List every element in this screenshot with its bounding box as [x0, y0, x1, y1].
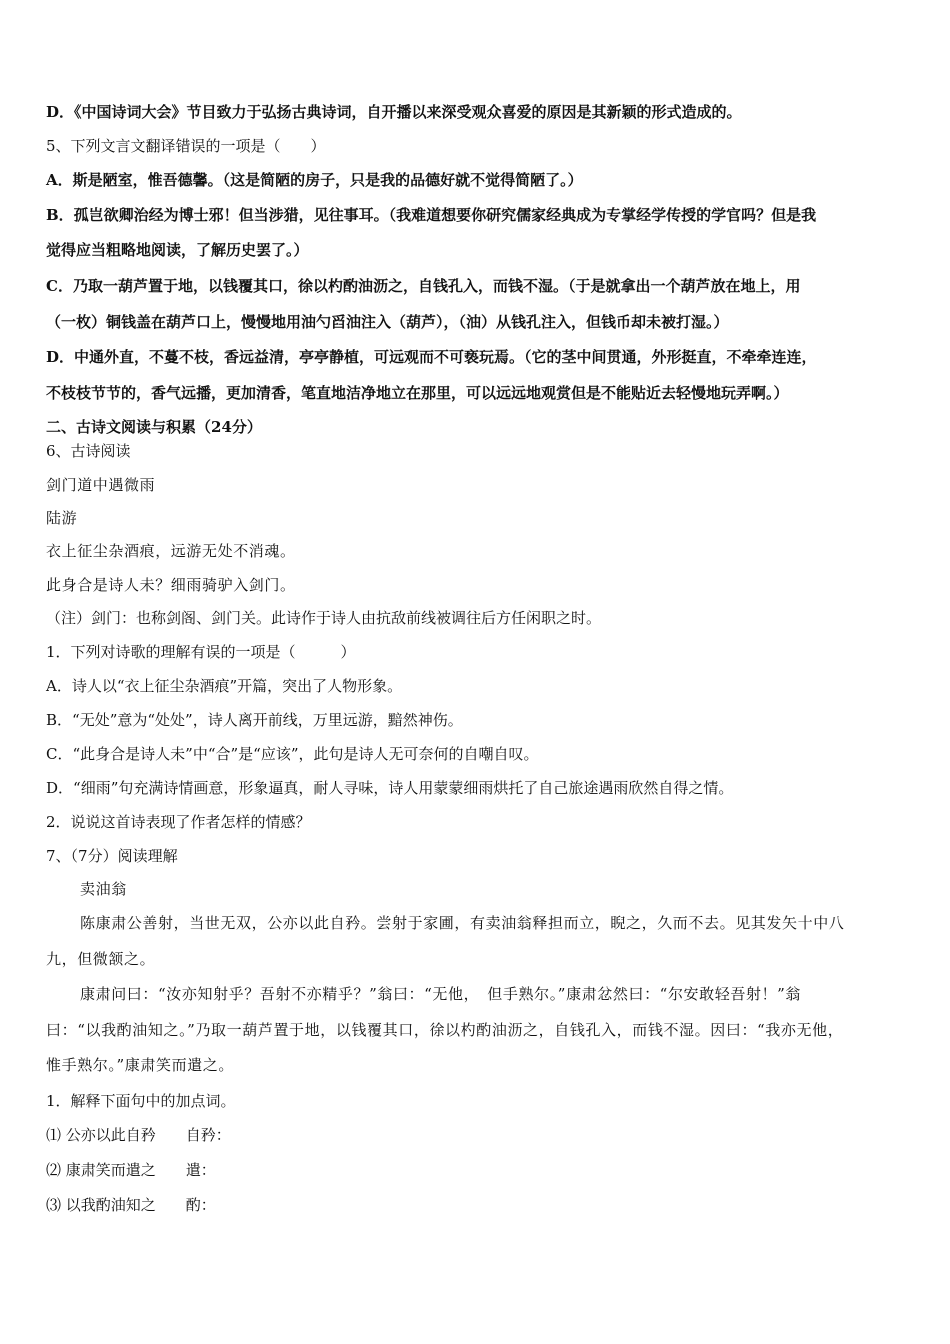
q6-sub-2: 2．说说这首诗表现了作者怎样的情感？: [46, 813, 311, 831]
q7-sub-1: 1．解释下面句中的加点词。: [46, 1092, 236, 1110]
poem-line-1: 衣上征尘杂酒痕，远游无处不消魂。: [46, 542, 296, 560]
q7-item-3: ⑶ 以我酌油知之 酌：: [46, 1196, 216, 1214]
q6-option-c: C．“此身合是诗人未”中“合”是“应该”，此句是诗人无可奈何的自嘲自叹。: [46, 745, 539, 763]
q5-option-c: C．乃取一葫芦置于地，以钱覆其口，徐以杓酌油沥之，自钱孔入，而钱不湿。（于是就拿出一个葫芦放在地上，用: [46, 277, 801, 295]
question-5: 5、下列文言文翻译错误的一项是（ ）: [46, 137, 326, 155]
q6-sub-1: 1．下列对诗歌的理解有误的一项是（ ）: [46, 643, 356, 661]
poem-note: （注）剑门：也称剑阁、剑门关。此诗作于诗人由抗敌前线被调往后方任闲职之时。: [46, 609, 602, 627]
question-7: 7、（7分）阅读理解: [46, 847, 178, 865]
question-6: 6、古诗阅读: [46, 442, 131, 460]
poem-line-2: 此身合是诗人未？细雨骑驴入剑门。: [46, 576, 296, 594]
q5-option-d: D．中通外直，不蔓不枝，香远益清，亭亭静植，可远观而不可亵玩焉。（它的茎中间贯通，外形挺直，不牵牵连连，: [46, 348, 817, 366]
q7-item-1: ⑴ 公亦以此自矜 自矜：: [46, 1126, 231, 1144]
passage-para-2-cont-2: 惟手熟尔。”康肃笑而遣之。: [46, 1056, 234, 1074]
option-d-q4: D．《中国诗词大会》节目致力于弘扬古典诗词，自开播以来深受观众喜爱的原因是其新颖的形式造成的。: [46, 103, 742, 121]
passage-para-2: 康肃问曰：“汝亦知射乎？吾射不亦精乎？”翁曰：“无他， 但手熟尔。”康肃忿然曰：“尔安敢轻吾射！”翁: [80, 985, 802, 1003]
passage-para-1-cont: 九，但微颔之。: [46, 950, 156, 968]
q5-option-b: B．孤岂欲卿治经为博士邪！但当涉猎，见往事耳。（我难道想要你研究儒家经典成为专掌经学传授的学官吗？但是我: [46, 206, 817, 224]
q6-option-b: B．“无处”意为“处处”，诗人离开前线，万里远游，黯然神伤。: [46, 711, 463, 729]
q5-option-b-cont: 觉得应当粗略地阅读，了解历史罢了。）: [46, 241, 309, 259]
passage-title: 卖油翁: [80, 880, 127, 898]
q5-option-d-cont: 不枝枝节节的，香气远播，更加清香，笔直地洁净地立在那里，可以远远地观赏但是不能贴近去轻慢地玩弄啊。）: [46, 384, 789, 402]
q7-item-2: ⑵ 康肃笑而遣之 遣：: [46, 1161, 216, 1179]
q5-option-c-cont: （一枚）铜钱盖在葫芦口上，慢慢地用油勺舀油注入（葫芦），（油）从钱孔注入，但钱币却未被打湿。）: [46, 313, 729, 331]
section-2-heading: 二、古诗文阅读与积累（24分）: [46, 418, 262, 436]
passage-para-1: 陈康肃公善射，当世无双，公亦以此自矜。尝射于家圃，有卖油翁释担而立，睨之，久而不去。见其发矢十中八: [80, 914, 845, 932]
poem-title: 剑门道中遇微雨: [46, 476, 156, 494]
q5-option-a: A．斯是陋室，惟吾德馨。（这是简陋的房子，只是我的品德好就不觉得简陋了。）: [46, 171, 583, 189]
passage-para-2-cont-1: 曰：“以我酌油知之。”乃取一葫芦置于地，以钱覆其口，徐以杓酌油沥之，自钱孔入，而钱不湿。因曰：“我亦无他，: [46, 1021, 844, 1039]
q6-option-d: D．“细雨”句充满诗情画意，形象逼真，耐人寻味，诗人用蒙蒙细雨烘托了自己旅途遇雨欣然自得之情。: [46, 779, 734, 797]
q6-option-a: A．诗人以“衣上征尘杂酒痕”开篇，突出了人物形象。: [46, 677, 403, 695]
poem-author: 陆游: [46, 509, 78, 527]
